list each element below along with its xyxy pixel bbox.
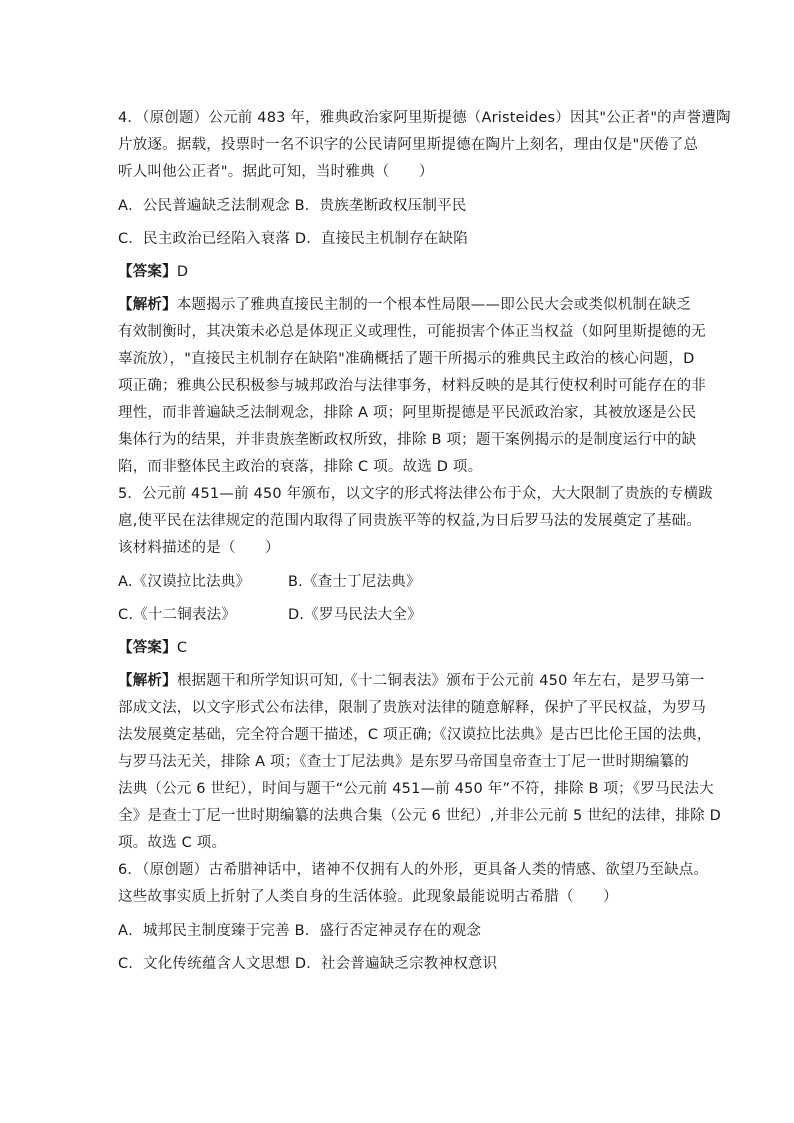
answer-value: D <box>176 264 189 280</box>
q5-option-row-1 <box>118 572 421 592</box>
q4-stem-line-2: 片放逐。据载，投票时一名不识字的公民请阿里斯提德在陶片上刻名，理由仅是"厌倦了总 <box>118 137 699 153</box>
q5-analysis-line-4: 与罗马法无关，排除 A 项；《查士丁尼法典》是东罗马帝国皇帝查士丁尼一世时期编纂的 <box>118 754 690 770</box>
q5-option-a: A.《汉谟拉比法典》 <box>118 574 251 590</box>
answer-label: 【答案】 <box>118 264 177 280</box>
q4-analysis-line-2: 有效制衡时，其决策未必总是体现正义或理性，可能损害个体正当权益（如阿里斯提德的无 <box>118 324 706 340</box>
q5-stem-line-1: 5．公元前 451—前 450 年颁布，以文字的形式将法律公布于众，大大限制了贵族的专横跋 <box>118 486 713 502</box>
q4-analysis-line-6: 集体行为的结果，并非贵族垄断政权所致，排除 B 项；题干案例揭示的是制度运行中的缺 <box>118 432 697 448</box>
q6-option-line-2: C．文化传统蕴含人文思想 D．社会普遍缺乏宗教神权意识 <box>118 956 498 972</box>
analysis-text: 本题揭示了雅典直接民主制的一个根本性局限——即公民大会或类似机制在缺乏 <box>176 297 692 313</box>
q4-stem-line-3: 听人叫他公正者"。据此可知，当时雅典（ ） <box>118 164 434 180</box>
analysis-text: 根据题干和所学知识可知,《十二铜表法》颁布于公元前 450 年左右，是罗马第一 <box>176 673 705 689</box>
analysis-label: 【解析】 <box>118 673 177 689</box>
q6-stem-line-1: 6．（原创题）古希腊神话中，诸神不仅拥有人的外形，更具备人类的情感、欲望乃至缺点。 <box>118 862 709 878</box>
q5-option-d: D.《罗马民法大全》 <box>288 607 422 623</box>
q4-stem-line-1: 4．（原创题）公元前 483 年，雅典政治家阿里斯提德（Aristeides）因其"公正者"的声誉遭陶 <box>118 110 731 126</box>
q5-analysis-line-5: 法典（公元 6 世纪），时间与题干“公元前 451—前 450 年”不符，排除 B 项；《罗马民法大 <box>118 781 714 797</box>
q4-option-line-1: A．公民普遍缺乏法制观念 B．贵族垄断政权压制平民 <box>118 198 467 214</box>
q5-option-row-2 <box>118 605 422 625</box>
q6-option-line-1: A．城邦民主制度臻于完善 B．盛行否定神灵存在的观念 <box>118 923 482 939</box>
q4-answer <box>118 262 188 282</box>
q5-option-b: B.《查士丁尼法典》 <box>288 574 421 590</box>
q6-stem-line-2: 这些故事实质上折射了人类自身的生活体验。此现象最能说明古希腊（ ） <box>118 889 618 905</box>
q5-analysis-line-3: 法发展奠定基础，完全符合题干描述，C 项正确;《汉谟拉比法典》是古巴比伦王国的法典， <box>118 727 712 743</box>
q5-stem-line-2: 扈,使平民在法律规定的范围内取得了同贵族平等的权益,为日后罗马法的发展奠定了基础。 <box>118 513 701 529</box>
q5-option-c: C.《十二铜表法》 <box>118 607 237 623</box>
q5-analysis-line-7: 项。故选 C 项。 <box>118 835 227 851</box>
q4-analysis-line-7: 陷，而非整体民主政治的衰落，排除 C 项。故选 D 项。 <box>118 459 483 475</box>
q5-answer <box>118 638 187 658</box>
answer-label: 【答案】 <box>118 640 177 656</box>
analysis-label: 【解析】 <box>118 297 177 313</box>
q5-stem-line-3: 该材料描述的是（ ） <box>118 540 280 556</box>
q4-analysis-line-1 <box>118 295 691 315</box>
q5-analysis-line-1 <box>118 671 705 691</box>
q5-analysis-line-2: 部成文法，以文字形式公布法律，限制了贵族对法律的随意解释，保护了平民权益，为罗马 <box>118 700 706 716</box>
q4-analysis-line-3: 辜流放），"直接民主机制存在缺陷"准确概括了题干所揭示的雅典民主政治的核心问题，D <box>118 351 695 367</box>
q4-analysis-line-5: 理性，而非普遍缺乏法制观念，排除 A 项；阿里斯提德是平民派政治家，其被放逐是公民 <box>118 405 697 421</box>
q4-analysis-line-4: 项正确；雅典公民积极参与城邦政治与法律事务，材料反映的是其行使权利时可能存在的非 <box>118 378 706 394</box>
q4-option-line-2: C．民主政治已经陷入衰落 D．直接民主机制存在缺陷 <box>118 231 468 247</box>
answer-value: C <box>176 640 188 656</box>
q5-analysis-line-6: 全》是查士丁尼一世时期编纂的法典合集（公元 6 世纪）,并非公元前 5 世纪的法律，排除 D <box>118 808 721 824</box>
